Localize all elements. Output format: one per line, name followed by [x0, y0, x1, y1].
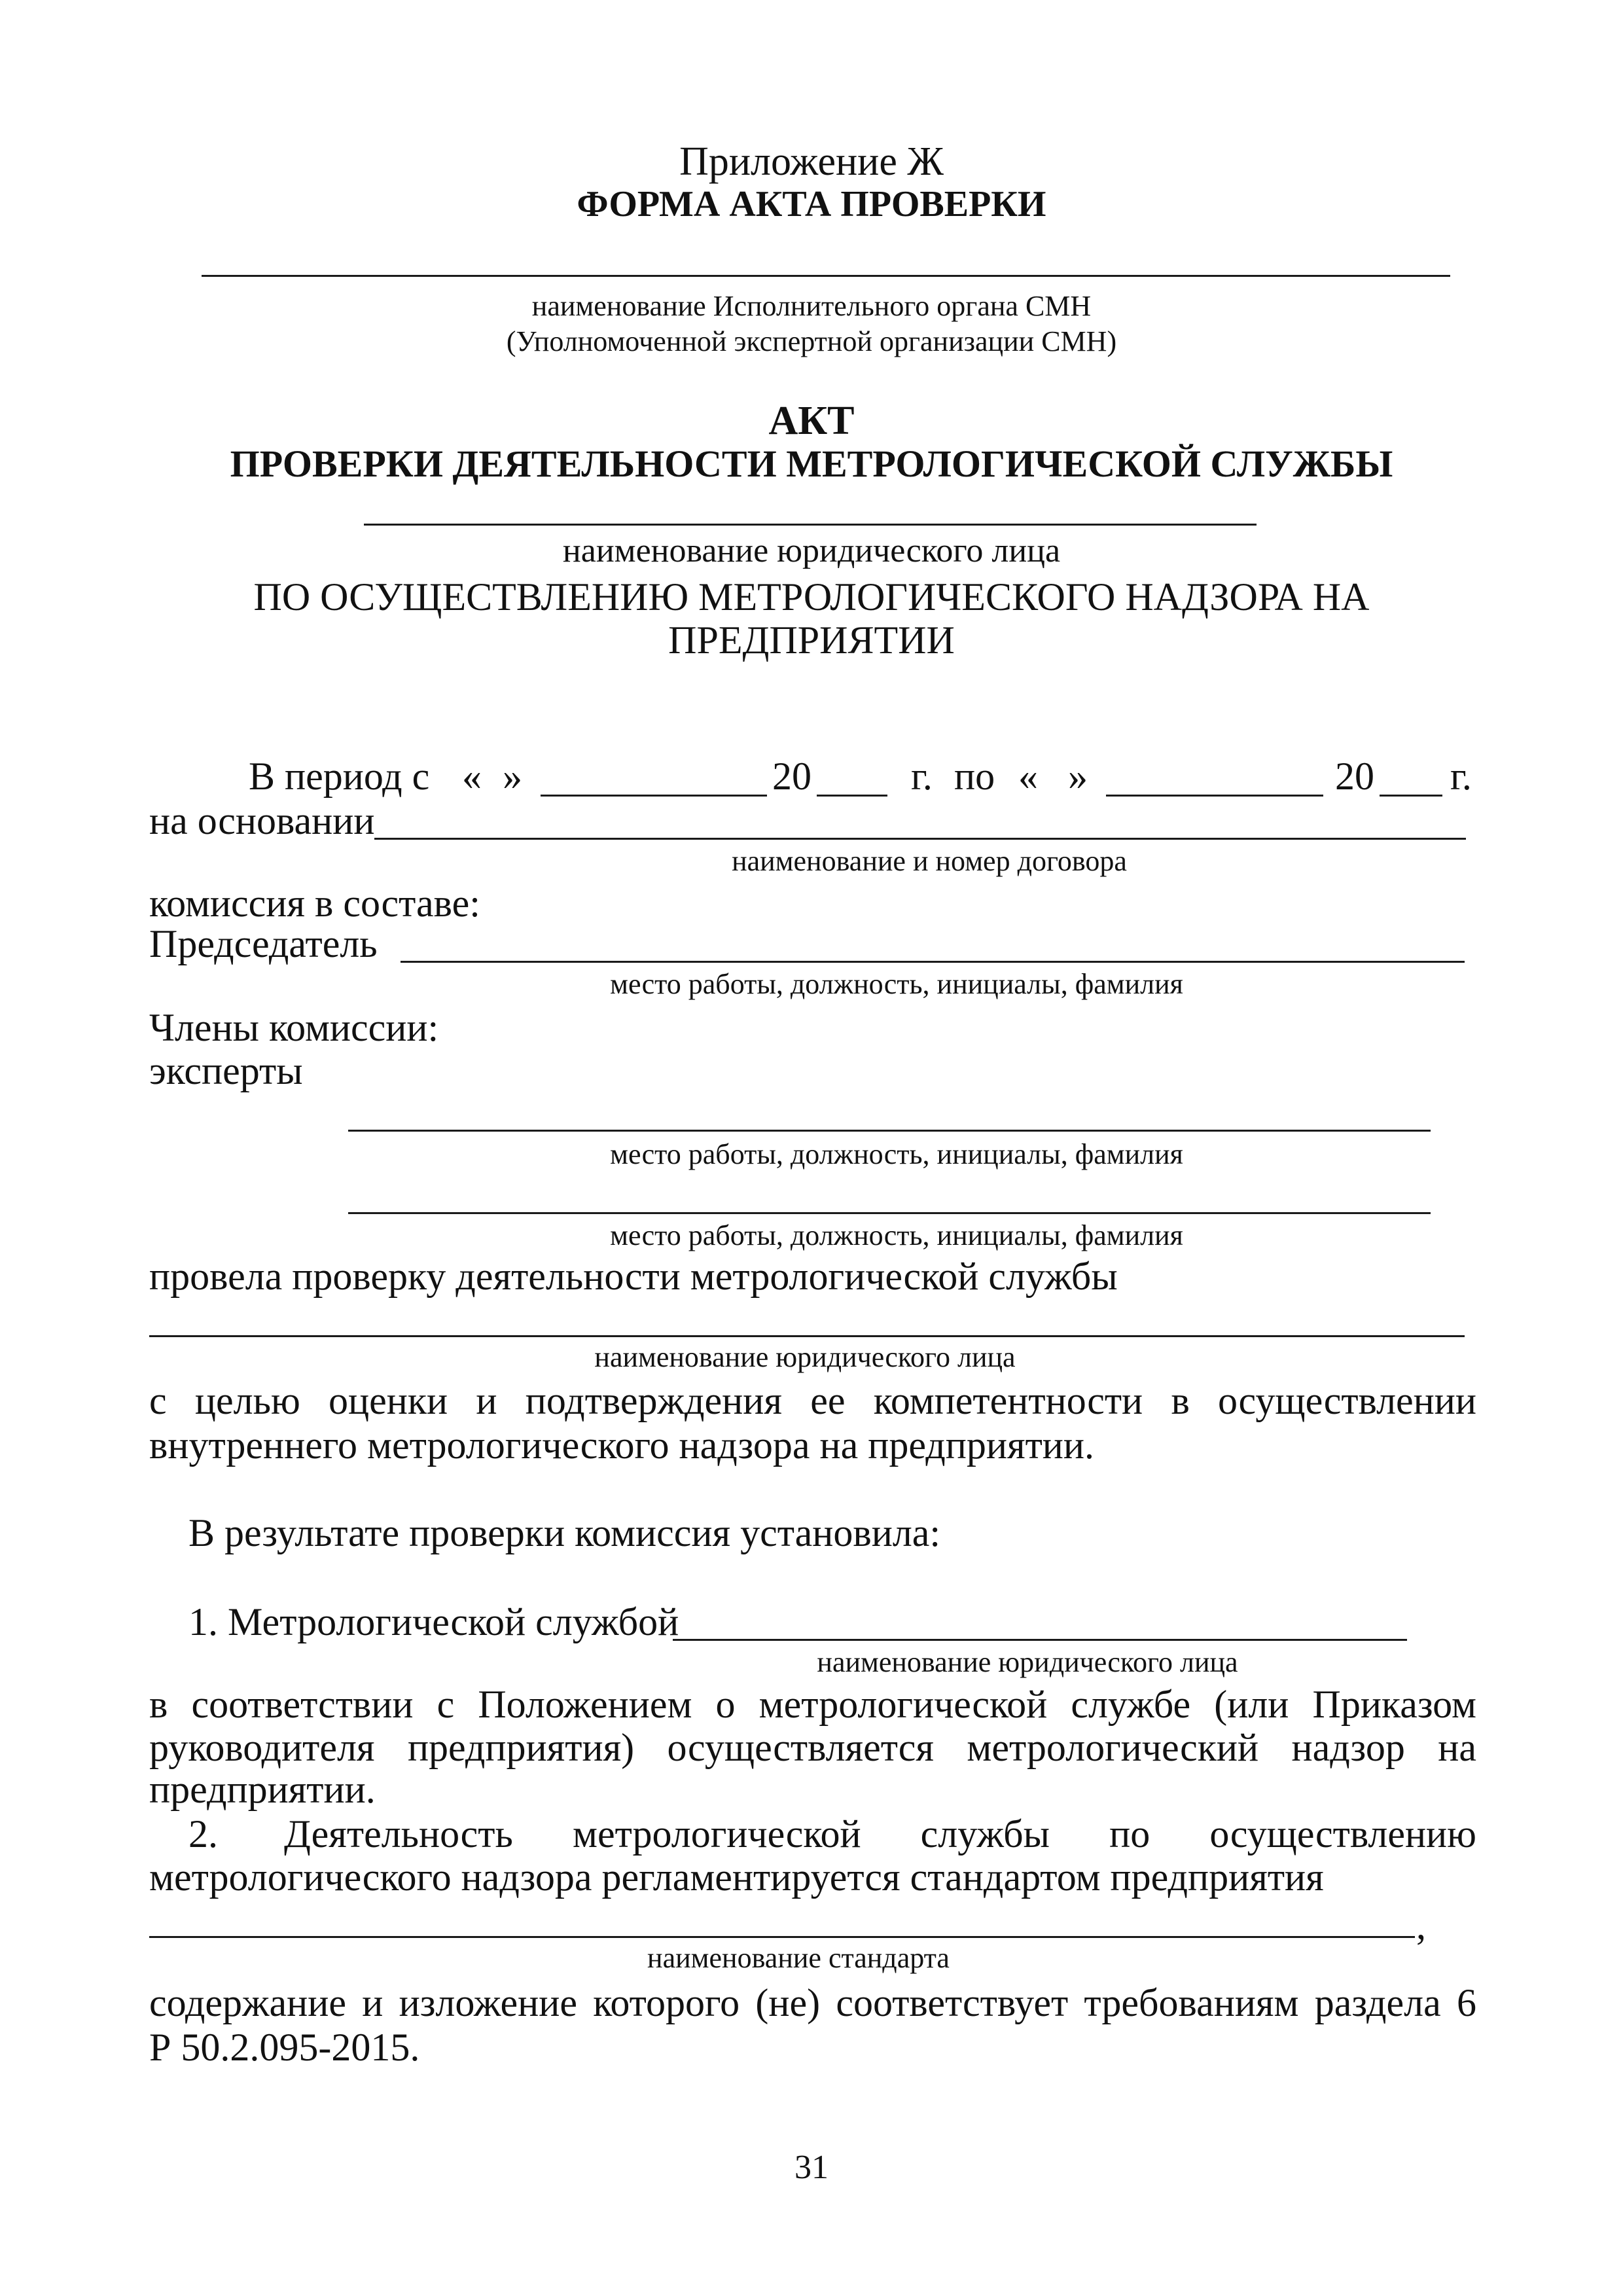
act-subject-line1: ПО ОСУЩЕСТВЛЕНИЮ МЕТРОЛОГИЧЕСКОГО НАДЗОРА НА [253, 575, 1370, 619]
period-prefix: В период с [249, 755, 430, 798]
legal-entity-line[interactable] [364, 524, 1257, 526]
period-quote-open-2: « [1018, 755, 1038, 798]
act-subject-line2: ПРЕДПРИЯТИИ [668, 619, 955, 662]
members-label: Члены комиссии: [149, 1006, 439, 1049]
item2-line4: Р 50.2.095-2015. [149, 2026, 420, 2069]
act-title: АКТ [768, 399, 855, 443]
experts-label: эксперты [149, 1049, 303, 1092]
inspection-text: провела проверку деятельности метрологической службы [149, 1255, 1118, 1298]
page-number: 31 [794, 2149, 829, 2186]
expert2-field[interactable] [348, 1212, 1431, 1214]
chairman-field[interactable] [401, 961, 1465, 963]
period-end-year-field[interactable] [1380, 795, 1442, 797]
period-start-year-prefix: 20 [772, 755, 812, 798]
period-to: по [954, 755, 995, 798]
purpose-line2: внутреннего метрологического надзора на предприятии. [149, 1424, 1095, 1467]
inspection-entity-caption: наименование юридического лица [594, 1341, 1016, 1373]
item2-line3: содержание и изложение которого (не) соответствует требованиям раздела 6 [149, 1981, 1476, 2024]
org-caption-line1: наименование Исполнительного органа СМН [531, 290, 1092, 322]
item1-line3: предприятии. [149, 1768, 376, 1811]
standard-comma: , [1416, 1904, 1426, 1947]
legal-entity-caption: наименование юридического лица [562, 532, 1061, 569]
period-start-year-field[interactable] [817, 795, 887, 797]
act-subtitle: ПРОВЕРКИ ДЕЯТЕЛЬНОСТИ МЕТРОЛОГИЧЕСКОЙ СЛУЖБЫ [230, 442, 1393, 485]
period-start-year-suffix: г. [911, 755, 933, 798]
period-start-month-field[interactable] [541, 795, 767, 797]
inspection-entity-field[interactable] [149, 1335, 1465, 1337]
basis-caption: наименование и номер договора [732, 845, 1127, 877]
basis-label: на основании [149, 799, 375, 842]
standard-caption: наименование стандарта [647, 1942, 950, 1974]
period-end-year-suffix: г. [1450, 755, 1472, 798]
item2-line1: Деятельность метрологической службы по осуществлению [284, 1812, 1476, 1856]
period-end-year-prefix: 20 [1335, 755, 1374, 798]
purpose-line1: с целью оценки и подтверждения ее компетентности в осуществлении [149, 1379, 1476, 1422]
period-quote-open-1: « [462, 755, 482, 798]
item1-line2: руководителя предприятия) осуществляется метрологический надзор на [149, 1726, 1476, 1769]
appendix-label: Приложение Ж [679, 139, 944, 184]
standard-field[interactable] [149, 1936, 1415, 1938]
form-title: ФОРМА АКТА ПРОВЕРКИ [577, 184, 1046, 224]
chairman-label: Председатель [149, 922, 378, 965]
item1-caption: наименование юридического лица [817, 1646, 1238, 1678]
results-intro: В результате проверки комиссия установила: [188, 1511, 941, 1554]
expert1-field[interactable] [348, 1130, 1431, 1132]
period-end-month-field[interactable] [1106, 795, 1323, 797]
basis-field[interactable] [374, 838, 1466, 840]
item1-line1: в соответствии с Положением о метрологической службе (или Приказом [149, 1683, 1476, 1726]
item1-entity-field[interactable] [673, 1639, 1407, 1641]
expert2-caption: место работы, должность, инициалы, фамилия [610, 1219, 1183, 1251]
commission-label: комиссия в составе: [149, 882, 480, 925]
period-quote-close-1: » [503, 755, 522, 798]
period-quote-close-2: » [1068, 755, 1088, 798]
item2-number: 2. [188, 1812, 218, 1856]
org-caption-line2: (Уполномоченной экспертной организации СМН) [506, 325, 1117, 357]
org-name-line[interactable] [202, 275, 1450, 277]
chairman-caption: место работы, должность, инициалы, фамилия [610, 968, 1183, 1000]
expert1-caption: место работы, должность, инициалы, фамилия [610, 1138, 1183, 1170]
item1-label: 1. Метрологической службой [188, 1600, 679, 1643]
item2-line2: метрологического надзора регламентируется стандартом предприятия [149, 1856, 1324, 1899]
